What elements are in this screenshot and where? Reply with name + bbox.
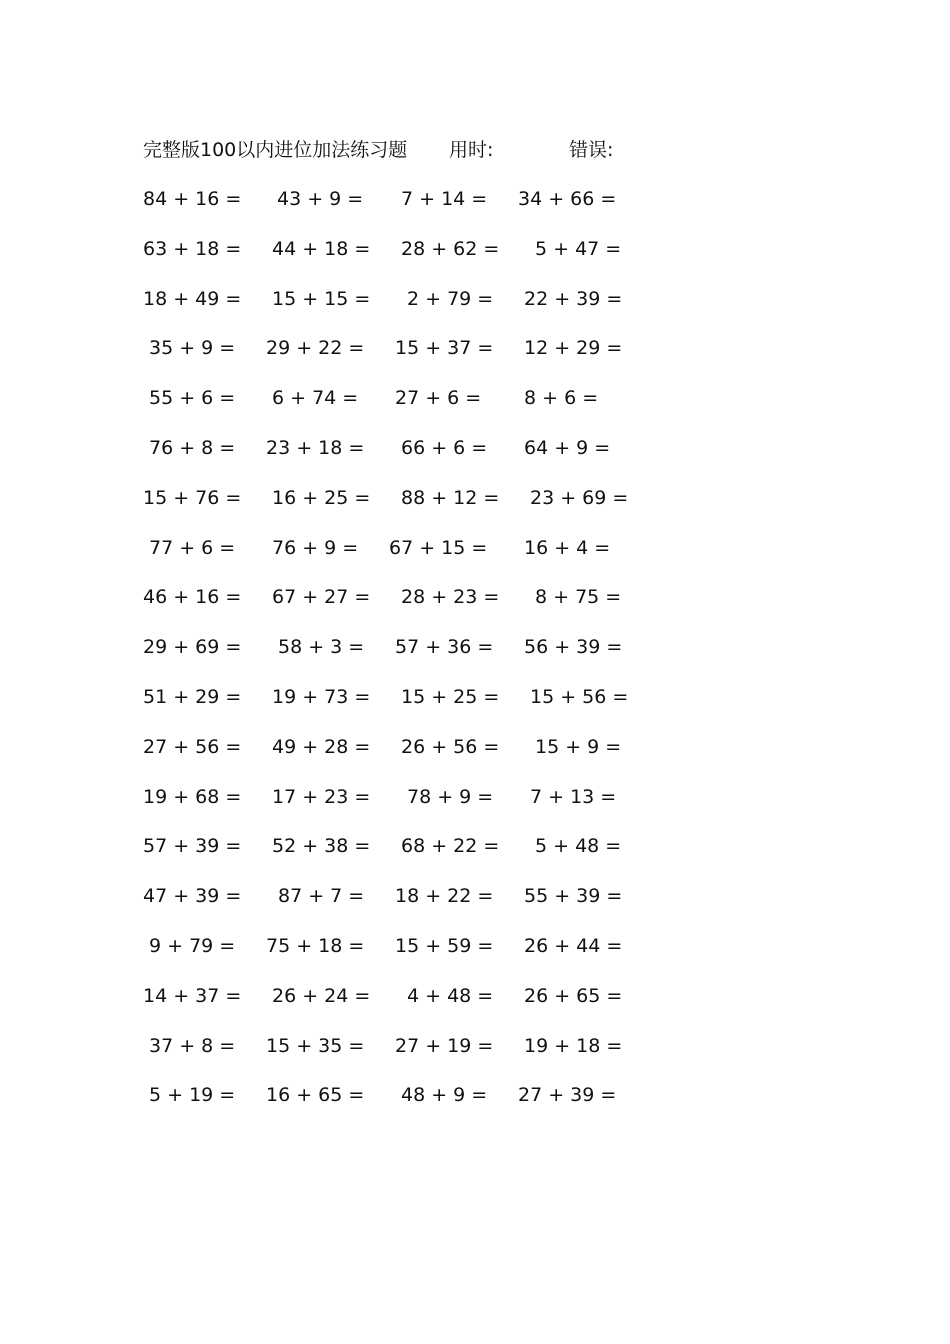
- addition-problem: 48 + 9 =: [401, 1084, 488, 1107]
- addition-problem: 23 + 69 =: [530, 486, 629, 509]
- errors-label: 错误:: [569, 139, 614, 161]
- addition-problem: 15 + 37 =: [395, 337, 494, 360]
- addition-problem: 26 + 56 =: [401, 735, 500, 758]
- addition-problem: 15 + 25 =: [401, 686, 500, 708]
- addition-problem: 75 + 18 =: [266, 935, 365, 957]
- problem-row: [0, 682, 950, 712]
- addition-problem: 26 + 65 =: [524, 984, 623, 1007]
- addition-problem: 15 + 35 =: [266, 1034, 365, 1057]
- addition-problem: 28 + 62 =: [401, 237, 500, 260]
- addition-problem: 44 + 18 =: [272, 237, 371, 260]
- addition-problem: 16 + 4 =: [524, 536, 611, 559]
- addition-problem: 77 + 6 =: [149, 536, 236, 559]
- problem-row: [0, 931, 950, 961]
- problem-row: [0, 284, 950, 314]
- addition-problem: 2 + 79 =: [407, 287, 494, 310]
- addition-problem: 8 + 75 =: [535, 586, 622, 609]
- addition-problem: 67 + 15 =: [389, 536, 488, 559]
- addition-problem: 84 + 16 =: [143, 188, 242, 210]
- addition-problem: 5 + 47 =: [535, 237, 622, 260]
- addition-problem: 6 + 74 =: [272, 387, 359, 410]
- addition-problem: 56 + 39 =: [524, 636, 623, 659]
- addition-problem: 12 + 29 =: [524, 337, 623, 360]
- problem-row: [0, 483, 950, 513]
- addition-problem: 67 + 27 =: [272, 586, 371, 609]
- addition-problem: 66 + 6 =: [401, 437, 488, 459]
- addition-problem: 55 + 6 =: [149, 387, 236, 410]
- addition-problem: 68 + 22 =: [401, 835, 500, 858]
- problem-row: [0, 533, 950, 563]
- problem-row: [0, 184, 950, 214]
- addition-problem: 16 + 25 =: [272, 486, 371, 509]
- addition-problem: 17 + 23 =: [272, 785, 371, 808]
- problem-row: [0, 234, 950, 264]
- addition-problem: 9 + 79 =: [149, 935, 236, 957]
- addition-problem: 29 + 22 =: [266, 337, 365, 360]
- addition-problem: 23 + 18 =: [266, 437, 365, 459]
- worksheet-header: [0, 136, 950, 164]
- addition-problem: 52 + 38 =: [272, 835, 371, 858]
- addition-problem: 4 + 48 =: [407, 984, 494, 1007]
- problem-row: [0, 383, 950, 413]
- problem-row: [0, 1031, 950, 1061]
- addition-problem: 88 + 12 =: [401, 486, 500, 509]
- addition-problem: 76 + 9 =: [272, 536, 359, 559]
- addition-problem: 26 + 44 =: [524, 935, 623, 957]
- addition-problem: 57 + 36 =: [395, 636, 494, 659]
- addition-problem: 15 + 59 =: [395, 935, 494, 957]
- addition-problem: 27 + 6 =: [395, 387, 482, 410]
- addition-problem: 27 + 39 =: [518, 1084, 617, 1107]
- problem-row: [0, 632, 950, 662]
- page-title: 完整版100以内进位加法练习题: [143, 139, 408, 161]
- addition-problem: 15 + 15 =: [272, 287, 371, 310]
- addition-problem: 19 + 18 =: [524, 1034, 623, 1057]
- addition-problem: 47 + 39 =: [143, 885, 242, 908]
- problem-row: [0, 782, 950, 812]
- addition-problem: 19 + 68 =: [143, 785, 242, 808]
- problem-row: [0, 831, 950, 861]
- addition-problem: 15 + 9 =: [535, 735, 622, 758]
- addition-problem: 87 + 7 =: [278, 885, 365, 908]
- addition-problem: 57 + 39 =: [143, 835, 242, 858]
- problem-row: [0, 1080, 950, 1110]
- addition-problem: 19 + 73 =: [272, 686, 371, 708]
- addition-problem: 15 + 76 =: [143, 486, 242, 509]
- addition-problem: 35 + 9 =: [149, 337, 236, 360]
- addition-problem: 55 + 39 =: [524, 885, 623, 908]
- addition-problem: 8 + 6 =: [524, 387, 599, 410]
- addition-problem: 18 + 49 =: [143, 287, 242, 310]
- addition-problem: 22 + 39 =: [524, 287, 623, 310]
- problem-row: [0, 333, 950, 363]
- addition-problem: 51 + 29 =: [143, 686, 242, 708]
- addition-problem: 7 + 14 =: [401, 188, 488, 210]
- addition-problem: 64 + 9 =: [524, 437, 611, 459]
- addition-problem: 27 + 56 =: [143, 735, 242, 758]
- addition-problem: 18 + 22 =: [395, 885, 494, 908]
- addition-problem: 27 + 19 =: [395, 1034, 494, 1057]
- problem-row: [0, 732, 950, 762]
- addition-problem: 46 + 16 =: [143, 586, 242, 609]
- addition-problem: 26 + 24 =: [272, 984, 371, 1007]
- addition-problem: 15 + 56 =: [530, 686, 629, 708]
- addition-problem: 63 + 18 =: [143, 237, 242, 260]
- addition-problem: 76 + 8 =: [149, 437, 236, 459]
- addition-problem: 78 + 9 =: [407, 785, 494, 808]
- problem-row: [0, 981, 950, 1011]
- addition-problem: 58 + 3 =: [278, 636, 365, 659]
- addition-problem: 14 + 37 =: [143, 984, 242, 1007]
- addition-problem: 5 + 48 =: [535, 835, 622, 858]
- addition-problem: 37 + 8 =: [149, 1034, 236, 1057]
- addition-problem: 16 + 65 =: [266, 1084, 365, 1107]
- addition-problem: 49 + 28 =: [272, 735, 371, 758]
- addition-problem: 7 + 13 =: [530, 785, 617, 808]
- addition-problem: 29 + 69 =: [143, 636, 242, 659]
- problem-row: [0, 881, 950, 911]
- problem-row: [0, 582, 950, 612]
- addition-problem: 34 + 66 =: [518, 188, 617, 210]
- addition-problem: 28 + 23 =: [401, 586, 500, 609]
- addition-problem: 43 + 9 =: [277, 188, 364, 210]
- time-used-label: 用时:: [449, 139, 494, 161]
- problem-row: [0, 433, 950, 463]
- addition-problem: 5 + 19 =: [149, 1084, 236, 1107]
